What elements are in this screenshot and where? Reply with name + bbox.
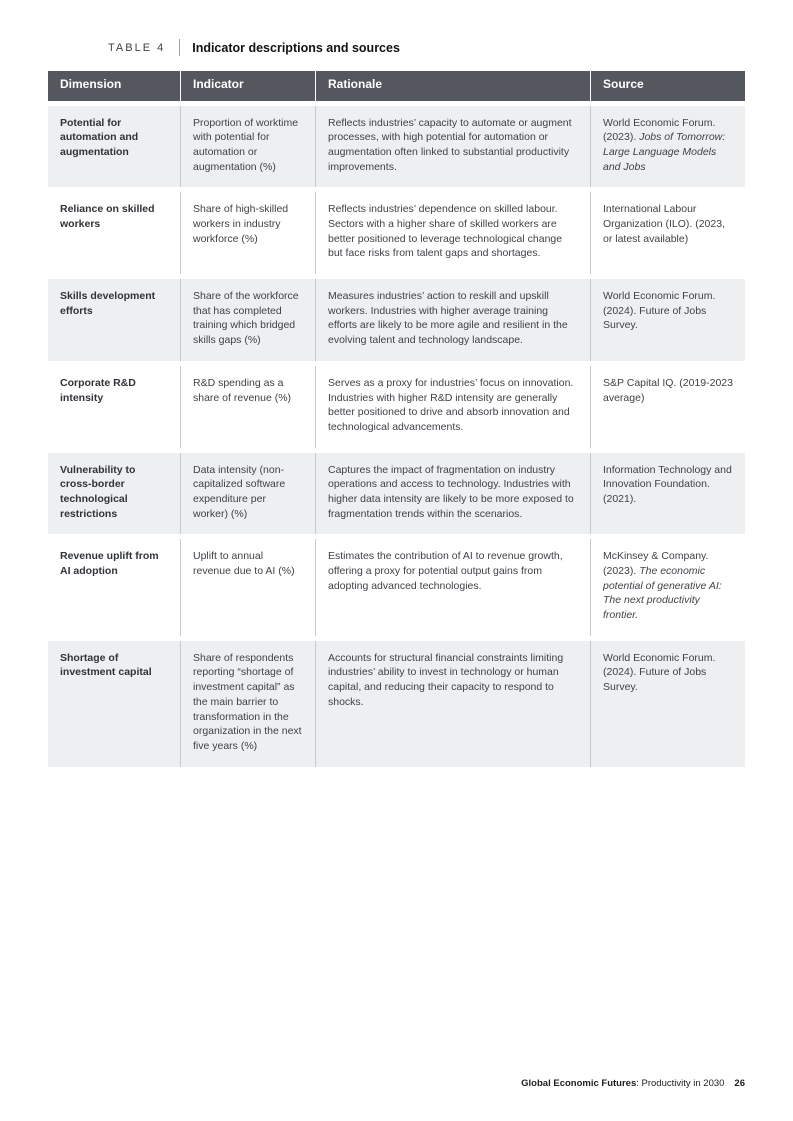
column-header-dimension: Dimension [48, 71, 180, 101]
source-text: McKinsey & Company. (2023). [603, 550, 709, 578]
cell-dimension: Skills development efforts [60, 290, 156, 317]
cell-dimension: Reliance on skilled workers [60, 203, 155, 231]
source-text: World Economic Forum. (2024). Future of Jobs Survey. [603, 290, 716, 332]
cell-indicator: Share of respondents reporting “shortage of investment capital” as the main barrier to transformation in the organization in the next five years (%) [180, 641, 315, 767]
table-row [48, 366, 745, 448]
cell-rationale: Accounts for structural financial constraints limiting industries’ ability to invest in technology or human capital, and reducing their capacity to respond to shocks. [315, 641, 590, 767]
cell-dimension: Corporate R&D intensity [60, 376, 136, 404]
cell-dimension: Revenue uplift from AI adoption [60, 550, 159, 578]
cell-rationale: Estimates the contribution of AI to revenue growth, offering a proxy for potential output gains from adopting advanced technologies. [315, 539, 590, 635]
table-row [48, 279, 745, 361]
column-header-rationale: Rationale [315, 71, 590, 101]
cell-dimension: Vulnerability to cross-border technological restrictions [60, 463, 136, 520]
cell-rationale: Captures the impact of fragmentation on industry operations and access to technology. Industries with higher data intensity are likely to be more exposed to fragmentation trends within the scenarios. [315, 453, 590, 535]
cell-source [590, 366, 745, 448]
cell-indicator: Proportion of worktime with potential for automation or augmentation (%) [180, 106, 315, 188]
cell-indicator: R&D spending as a share of revenue (%) [180, 366, 315, 448]
column-header-indicator: Indicator [180, 71, 315, 101]
cell-source [590, 539, 745, 635]
cell-indicator: Data intensity (non-capitalized software expenditure per worker) (%) [180, 453, 315, 535]
source-text: Information Technology and Innovation Foundation. (2021). [603, 463, 732, 505]
source-text: World Economic Forum. (2024). Future of Jobs Survey. [603, 651, 716, 694]
cell-rationale: Measures industries’ action to reskill and upskill workers. Industries with higher average training efforts are likely to be more agile and resilient in the evolving talent and technology landscape. [315, 279, 590, 361]
footer-report-subtitle: : Productivity in 2030 [636, 1078, 725, 1089]
page-number: 26 [734, 1078, 745, 1089]
footer-report-title: Global Economic Futures [521, 1078, 637, 1089]
table-caption [108, 39, 400, 56]
table-row [48, 106, 745, 188]
table-row [48, 539, 745, 635]
cell-dimension: Shortage of investment capital [60, 651, 152, 679]
table-title: Indicator descriptions and sources [192, 40, 400, 55]
cell-rationale: Serves as a proxy for industries’ focus on innovation. Industries with higher R&D intensity are generally better positioned to drive and absorb innovation and technological advancements. [315, 366, 590, 448]
table-number-label: TABLE 4 [108, 41, 166, 54]
cell-source [590, 453, 745, 535]
table-row [48, 453, 745, 535]
cell-indicator: Uplift to annual revenue due to AI (%) [180, 539, 315, 635]
cell-source [590, 641, 745, 767]
table-header-row [48, 71, 745, 101]
cell-rationale: Reflects industries’ capacity to automate or augment processes, with high potential for automation or augmentation often linked to substantial productivity improvements. [315, 106, 590, 188]
column-header-source: Source [590, 71, 745, 101]
cell-source [590, 192, 745, 274]
cell-rationale: Reflects industries’ dependence on skilled labour. Sectors with a higher share of skilled workers are better positioned to leverage technological change but face risks from talent gaps and shortages. [315, 192, 590, 274]
source-text: International Labour Organization (ILO). (2023, or latest available) [603, 203, 725, 245]
source-italic-text: The economic potential of generative AI: The next productivity frontier. [603, 565, 722, 622]
cell-source [590, 106, 745, 188]
source-text: S&P Capital IQ. (2019-2023 average) [603, 376, 733, 404]
source-italic-text: Jobs of Tomorrow: Large Language Models and Jobs [603, 131, 726, 173]
page-footer [521, 1078, 745, 1089]
cell-dimension: Potential for automation and augmentation [60, 116, 139, 158]
caption-divider [179, 39, 180, 56]
cell-source [590, 279, 745, 361]
cell-indicator: Share of high-skilled workers in industry workforce (%) [180, 192, 315, 274]
cell-indicator: Share of the workforce that has completed training which bridged skills gaps (%) [180, 279, 315, 361]
table-row [48, 192, 745, 274]
indicator-table [48, 71, 745, 772]
table-row [48, 641, 745, 767]
source-text: World Economic Forum. (2023). [603, 116, 716, 144]
